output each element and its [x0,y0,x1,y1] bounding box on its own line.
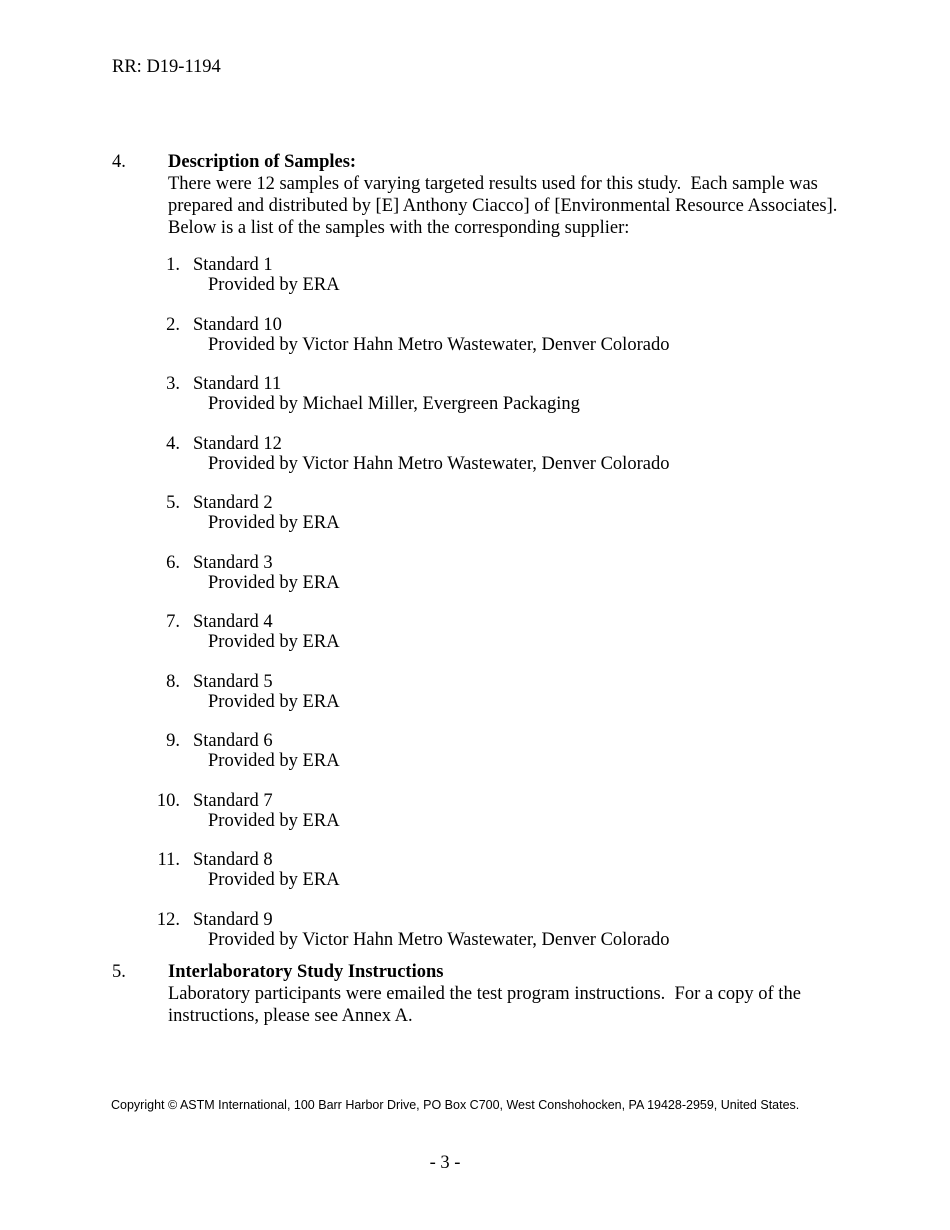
list-item [145,434,838,474]
list-item [145,612,838,652]
item-number: 9. [166,731,180,751]
section-body-text: Laboratory participants were emailed the test program instructions. For a copy of the instructions, please see Annex A. [168,984,806,1026]
item-number: 11. [157,850,180,870]
sample-name: Standard 6 [193,731,273,751]
sample-provider: Provided by ERA [208,632,340,652]
sample-provider: Provided by Victor Hahn Metro Wastewater, Denver Colorado [208,929,670,950]
item-number: 8. [166,671,180,692]
sample-provider: Provided by ERA [208,572,340,593]
sample-name: Standard 7 [193,790,273,811]
section-body-text: There were 12 samples of varying targeted results used for this study. Each sample was prepared and distributed by [E] Anthony Ciacco] of [Environmental Resource Associates]. Below is a list of the samples with the corresponding supplier: [168,174,843,238]
item-number: 6. [166,552,180,573]
item-number: 3. [166,374,180,394]
sample-name: Standard 11 [193,374,282,394]
copyright-footer: Copyright © ASTM International, 100 Barr Harbor Drive, PO Box C700, West Conshohocken, PA 19428-2959, United States. [111,1098,800,1112]
item-number: 4. [166,433,180,454]
list-item [145,255,838,295]
section-description-of-samples [112,151,843,969]
page-number: - 3 - [429,1153,461,1173]
section-number: 4. [112,152,126,172]
item-number: 5. [166,493,180,513]
sample-name: Standard 2 [193,493,273,513]
list-item [145,553,838,593]
sample-name: Standard 9 [193,909,273,930]
sample-name: Standard 10 [193,314,282,335]
list-item [145,791,838,831]
sample-provider: Provided by ERA [208,275,340,295]
list-item [145,672,838,712]
list-item [145,315,838,355]
sample-provider: Provided by Michael Miller, Evergreen Packaging [208,394,580,414]
sample-provider: Provided by ERA [208,691,340,712]
list-item [145,910,838,950]
sample-name: Standard 4 [193,612,273,632]
item-number: 12. [156,909,180,930]
list-item [145,850,838,890]
sample-provider: Provided by ERA [208,810,340,831]
item-number: 2. [166,314,180,335]
sample-provider: Provided by Victor Hahn Metro Wastewater, Denver Colorado [208,334,670,355]
sample-name: Standard 5 [193,671,273,692]
section-title: Interlaboratory Study Instructions [168,962,444,982]
section-number: 5. [112,962,126,982]
sample-name: Standard 3 [193,552,273,573]
item-number: 1. [166,255,180,275]
sample-provider: Provided by ERA [208,751,340,771]
sample-provider: Provided by ERA [208,870,340,890]
sample-provider: Provided by Victor Hahn Metro Wastewater, Denver Colorado [208,453,670,474]
sample-name: Standard 12 [193,433,282,454]
section-interlaboratory-study-instructions [112,961,838,1027]
report-number-header: RR: D19-1194 [112,57,221,77]
item-number: 10. [156,790,180,811]
section-title: Description of Samples: [168,152,357,172]
sample-name: Standard 8 [193,850,273,870]
sample-list [145,255,838,950]
list-item [145,731,838,771]
list-item [145,493,838,533]
sample-name: Standard 1 [193,255,273,275]
list-item [145,374,838,414]
sample-provider: Provided by ERA [208,513,340,533]
item-number: 7. [166,612,180,632]
